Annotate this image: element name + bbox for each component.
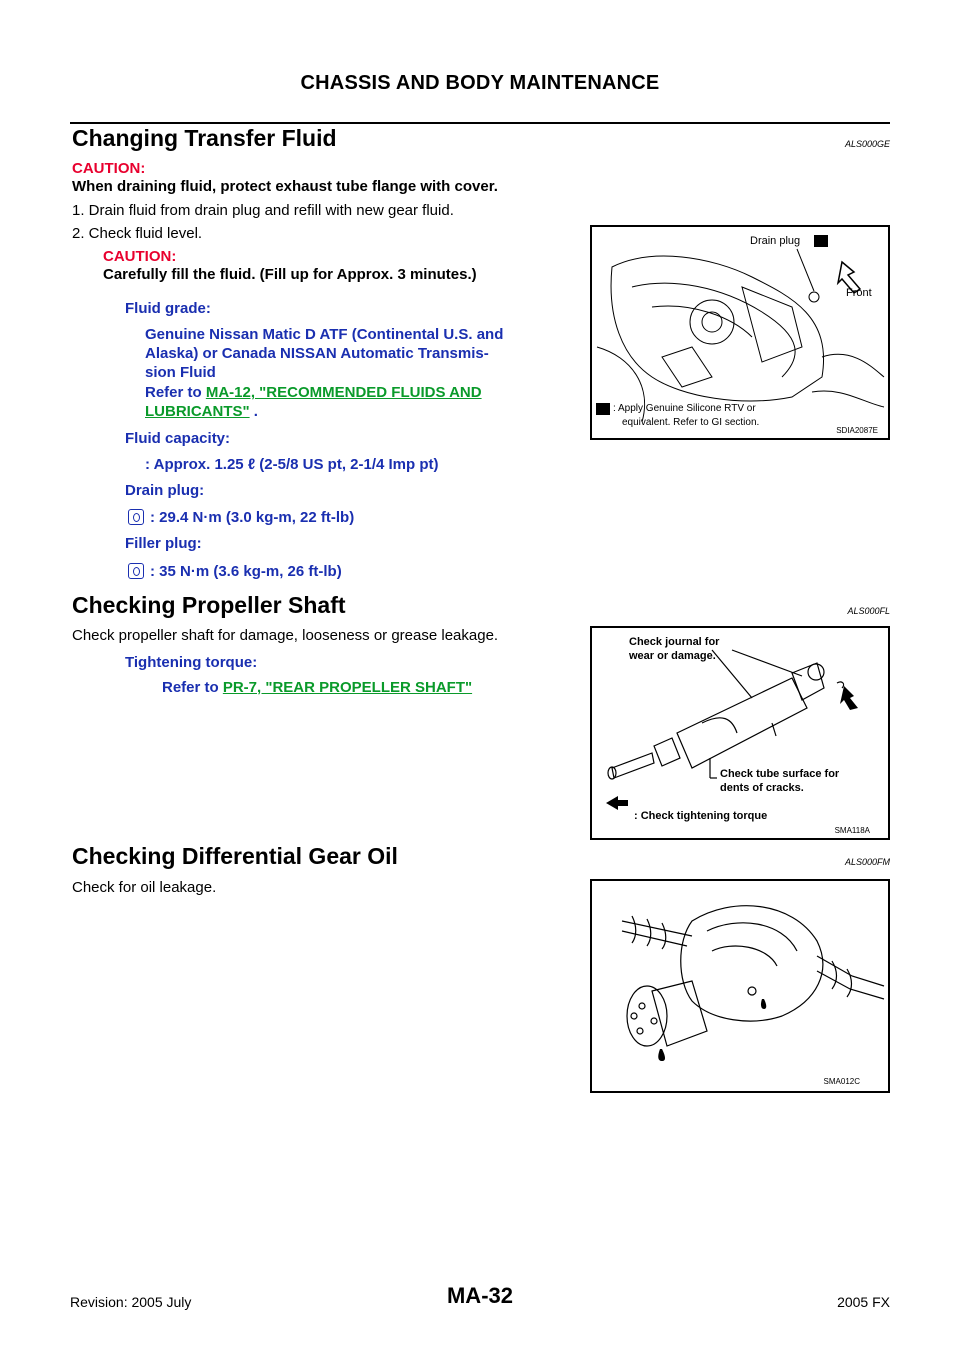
footer-revision: Revision: 2005 July (70, 1294, 192, 1310)
drain-plug-value: : 29.4 N·m (3.0 kg-m, 22 ft-lb) (150, 509, 355, 526)
torque-wrench-icon (128, 563, 144, 579)
fluid-grade-line1: Genuine Nissan Matic D ATF (Continental U.S. and (145, 326, 504, 343)
fig3-code: SMA012C (823, 1077, 860, 1086)
fluid-capacity-value: : Approx. 1.25 ℓ (2-5/8 US pt, 2-1/4 Imp pt) (145, 456, 439, 473)
figure-transfer-drain-plug (590, 225, 890, 440)
refer-rear-propeller (162, 679, 472, 696)
fig1-note-line2: equivalent. Refer to GI section. (622, 417, 760, 428)
torque-wrench-icon (128, 509, 144, 525)
fig2-torque-note: : Check tightening torque (634, 810, 768, 822)
propeller-shaft-text: Check propeller shaft for damage, looseness or grease leakage. (72, 627, 499, 644)
filler-plug-torque (128, 563, 342, 580)
section-title-transfer-fluid: Changing Transfer Fluid (72, 125, 337, 151)
rear-propeller-shaft-link[interactable]: PR-7, "REAR PROPELLER SHAFT" (222, 679, 473, 696)
fig2-code: SMA118A (834, 826, 870, 835)
footer-page-number: MA-32 (446, 1283, 513, 1308)
caution2-label: CAUTION: (103, 248, 177, 265)
step-1: 1. Drain fluid from drain plug and refill with new gear fluid. (72, 202, 454, 219)
differential-illustration (592, 881, 888, 1091)
fluid-grade-line2: Alaska) or Canada NISSAN Automatic Transmis- (145, 345, 489, 362)
recommended-fluids-link[interactable]: MA-12, "RECOMMENDED FLUIDS AND (205, 384, 482, 401)
section-title-differential-oil: Checking Differential Gear Oil (72, 843, 398, 869)
figure-propeller-shaft (590, 626, 890, 840)
fluid-grade-line3: sion Fluid (145, 364, 216, 381)
caution2-text: Carefully fill the fluid. (Fill up for Approx. 3 minutes.) (103, 266, 477, 283)
section-code: ALS000GE (844, 139, 890, 149)
fluid-grade-label: Fluid grade: (125, 300, 211, 317)
refer-line2 (145, 403, 258, 420)
fig2-tube-line2: dents of cracks. (720, 782, 804, 794)
fig1-front-label: Front (846, 287, 872, 299)
figure-differential (590, 879, 890, 1093)
refer-prefix: Refer to (145, 384, 206, 401)
step-2: 2. Check fluid level. (72, 225, 203, 242)
section-title-propeller-shaft: Checking Propeller Shaft (72, 592, 346, 618)
section-code: ALS000FM (844, 857, 890, 867)
drain-plug-torque (128, 509, 354, 526)
fig1-note-line1: : Apply Genuine Silicone RTV or (613, 403, 756, 414)
filler-plug-label: Filler plug: (125, 535, 202, 552)
fig1-code: SDIA2087E (836, 426, 878, 435)
caution-label: CAUTION: (72, 160, 146, 177)
tightening-torque-label: Tightening torque: (125, 654, 258, 671)
fig2-tube-line1: Check tube surface for (720, 768, 840, 780)
fig1-drain-plug-label: Drain plug (750, 235, 801, 247)
fluid-capacity-label: Fluid capacity: (125, 430, 231, 447)
section-code: ALS000FL (847, 606, 890, 616)
fig2-journal-line1: Check journal for (629, 636, 720, 648)
refer-suffix: . (249, 403, 258, 420)
lubricants-link[interactable]: LUBRICANTS" (145, 403, 250, 420)
refer-line1 (145, 384, 482, 401)
drain-plug-label: Drain plug: (125, 482, 205, 499)
refer-prefix: Refer to (162, 679, 223, 696)
page-header-title: CHASSIS AND BODY MAINTENANCE (300, 72, 660, 94)
caution-text: When draining fluid, protect exhaust tube flange with cover. (72, 178, 498, 195)
filler-plug-value: : 35 N·m (3.6 kg-m, 26 ft-lb) (150, 563, 342, 580)
footer-model: 2005 FX (837, 1294, 890, 1310)
header-rule (70, 122, 890, 124)
differential-oil-text: Check for oil leakage. (72, 879, 217, 896)
fig2-journal-line2: wear or damage. (629, 650, 716, 662)
